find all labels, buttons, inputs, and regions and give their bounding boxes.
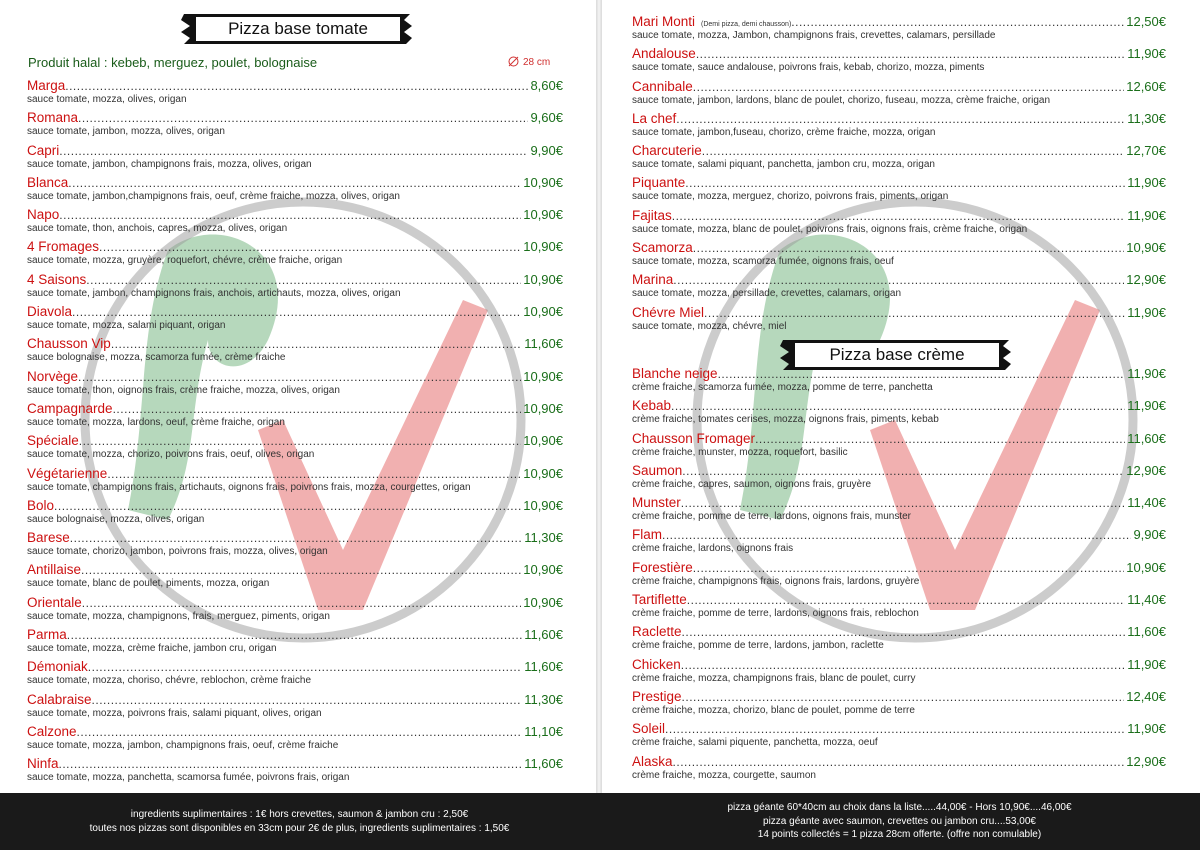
menu-item xyxy=(27,627,563,659)
pizza-price: 12,90€ xyxy=(1126,462,1166,478)
menu-item-line xyxy=(632,240,1166,257)
pizza-name: Végétarienne xyxy=(27,465,108,481)
menu-item xyxy=(27,175,563,207)
pizza-price: 9,90€ xyxy=(1133,527,1166,543)
pizza-price: 11,90€ xyxy=(1127,398,1166,414)
pizza-ingredients: crème fraiche, champignons frais, oignons frais, lardons, gruyère xyxy=(632,575,920,587)
pizza-name: Orientale xyxy=(27,594,82,610)
pizza-price: 8,60€ xyxy=(530,78,563,93)
left-menu-page xyxy=(0,0,596,793)
menu-item-line xyxy=(632,689,1166,706)
pizza-ingredients: sauce tomate, mozza, olives, origan xyxy=(27,94,187,105)
pizza-price: 10,90€ xyxy=(523,368,563,384)
dot-leader xyxy=(78,370,521,384)
size-label xyxy=(508,56,550,68)
pizza-ingredients: sauce tomate, chorizo, jambon, poivrons frais, mozza, olives, origan xyxy=(27,546,328,558)
pizza-ingredients: crème fraiche, tomates cerises, mozza, oignons frais, piments, kebab xyxy=(632,414,939,426)
menu-item-line xyxy=(632,366,1166,383)
pizza-price: 12,90€ xyxy=(1126,272,1166,288)
pizza-name: Parma xyxy=(27,627,67,643)
dot-leader xyxy=(99,240,521,254)
pizza-price: 10,90€ xyxy=(523,594,563,610)
halal-note: Produit halal : kebeb, merguez, poulet, bolognaise xyxy=(28,55,318,70)
pizza-price: 10,90€ xyxy=(523,271,563,287)
pizza-name: Fajitas xyxy=(632,207,672,223)
pizza-ingredients: crème fraiche, salami piquente, panchetta, mozza, oeuf xyxy=(632,737,878,749)
pizza-ingredients: sauce bolognaise, mozza, olives, origan xyxy=(27,513,205,525)
pizza-price: 12,90€ xyxy=(1126,753,1166,769)
menu-item xyxy=(27,304,563,336)
pizza-price: 12,40€ xyxy=(1126,688,1166,704)
pizza-name: Tartiflette xyxy=(632,592,687,608)
dot-leader xyxy=(682,690,1125,704)
tomato-section-banner xyxy=(178,12,418,46)
menu-item xyxy=(27,562,563,594)
pizza-ingredients: crème fraiche, mozza, champignons frais, blanc de poulet, curry xyxy=(632,672,916,684)
dot-leader xyxy=(702,144,1124,158)
dot-leader xyxy=(92,693,523,707)
pizza-ingredients: crème fraiche, mozza, courgette, saumon xyxy=(632,769,816,781)
dot-leader xyxy=(86,273,521,287)
pizza-ingredients: sauce tomate, mozza, crème fraiche, jambon cru, origan xyxy=(27,643,277,655)
footer-offers-line3: 14 points collectés = 1 pizza 28cm offerte. (offre non comulable) xyxy=(757,829,1042,840)
pizza-ingredients: sauce tomate, mozza, blanc de poulet, poivrons frais, oignons frais, crème fraiche, origan xyxy=(632,223,1028,235)
menu-item-line xyxy=(27,78,563,95)
pizza-price: 11,30€ xyxy=(524,530,563,546)
footer-offers xyxy=(599,793,1200,850)
pizza-price: 10,90€ xyxy=(523,174,563,190)
pizza-ingredients: crème fraiche, capres, saumon, oignons frais, gruyère xyxy=(632,478,871,490)
footer-offers-line2: pizza géante avec saumon, crevettes ou jambon cru....53,00€ xyxy=(763,815,1036,827)
menu-item xyxy=(632,14,1166,46)
pizza-ingredients: sauce tomate, mozza, champignons, frais, merguez, piments, origan xyxy=(27,610,330,622)
menu-item-line xyxy=(632,111,1166,128)
dot-leader xyxy=(685,176,1125,190)
menu-item xyxy=(27,239,563,271)
menu-item xyxy=(632,495,1166,527)
pizza-ingredients: sauce bolognaise, mozza, scamorza fumée, crème fraiche xyxy=(27,352,286,364)
pizza-ingredients: sauce tomate, jambon, lardons, blanc de poulet, chorizo, fuseau, mozza, crème fraiche, origan xyxy=(632,94,1051,106)
pizza-price: 9,90€ xyxy=(530,142,563,158)
pizza-ingredients: sauce tomate, mozza, gruyère, roquefort, chévre, crème fraiche, origan xyxy=(27,255,343,267)
dot-leader xyxy=(682,625,1126,639)
menu-item xyxy=(632,143,1166,175)
dot-leader xyxy=(704,306,1125,320)
menu-item xyxy=(632,240,1166,272)
dot-leader xyxy=(77,725,523,739)
dot-leader xyxy=(665,722,1125,736)
pizza-ingredients: sauce tomate, mozza, poivrons frais, salami piquant, olives, origan xyxy=(27,707,322,719)
section-title-tomato: Pizza base tomate xyxy=(228,19,368,38)
menu-item-line xyxy=(632,463,1166,480)
right-menu-page xyxy=(602,0,1200,793)
menu-item xyxy=(27,595,563,627)
pizza-name: Piquante xyxy=(632,175,686,191)
pizza-ingredients: crème fraiche, mozza, chorizo, blanc de poulet, pomme de terre xyxy=(632,704,915,716)
menu-item-line xyxy=(632,79,1166,96)
pizza-name: Mari Monti xyxy=(632,14,696,29)
pizza-name: Spéciale xyxy=(27,433,79,449)
pizza-name: Marina xyxy=(632,272,674,288)
pizza-price: 11,90€ xyxy=(1127,46,1166,62)
dot-leader xyxy=(65,79,528,93)
pizza-ingredients: sauce tomate, mozza, panchetta, scamorsa fumée, poivrons frais, origan xyxy=(27,772,350,784)
menu-item-line xyxy=(632,14,1166,31)
dot-leader xyxy=(59,208,521,222)
pizza-price: 10,90€ xyxy=(1126,559,1166,575)
menu-item-line xyxy=(27,336,563,353)
pizza-ingredients: crème fraiche, munster, mozza, roquefort, basilic xyxy=(632,446,848,458)
pizza-price: 11,30€ xyxy=(524,691,563,707)
menu-item xyxy=(632,272,1166,304)
pizza-ingredients: sauce tomate, thon, oignons frais, crème fraiche, mozza, olives, origan xyxy=(27,384,340,396)
menu-item-line xyxy=(632,624,1166,641)
section-title-cream: Pizza base crème xyxy=(829,345,965,364)
dot-leader xyxy=(70,531,522,545)
menu-item xyxy=(27,401,563,433)
dot-leader xyxy=(673,755,1125,769)
menu-item-line xyxy=(27,369,563,386)
pizza-ingredients: sauce tomate, blanc de poulet, piments, mozza, origan xyxy=(27,578,270,590)
menu-item xyxy=(632,657,1166,689)
menu-item xyxy=(632,624,1166,656)
menu-item-line xyxy=(632,398,1166,415)
dot-leader xyxy=(687,593,1125,607)
menu-item-line xyxy=(632,754,1166,771)
pizza-name: Alaska xyxy=(632,753,673,769)
dot-leader xyxy=(88,660,522,674)
pizza-name: Norvège xyxy=(27,368,79,384)
menu-item-line xyxy=(27,401,563,418)
pizza-ingredients: sauce tomate, jambon, mozza, olives, origan xyxy=(27,126,225,138)
pizza-price: 11,60€ xyxy=(524,659,563,675)
pizza-ingredients: sauce tomate, thon, anchois, capres, mozza, olives, origan xyxy=(27,223,288,235)
pizza-note: (Demi pizza, demi chausson) xyxy=(701,21,792,28)
menu-item xyxy=(632,527,1166,559)
pizza-ingredients: crème fraiche, pomme de terre, lardons, jambon, raclette xyxy=(632,640,884,652)
size-text: 28 cm xyxy=(523,57,551,68)
menu-item xyxy=(632,366,1166,398)
menu-item-line xyxy=(27,627,563,644)
dot-leader xyxy=(79,434,521,448)
footer-offers-line1: pizza géante 60*40cm au choix dans la liste.....44,00€ - Hors 10,90€....46,00€ xyxy=(727,802,1072,813)
menu-item xyxy=(27,756,563,788)
pizza-name: Chicken xyxy=(632,656,681,672)
pizza-price: 10,90€ xyxy=(523,304,563,320)
dot-leader xyxy=(111,337,522,351)
pizza-ingredients: crème fraiche, scamorza fumée, mozza, pomme de terre, panchetta xyxy=(632,382,933,393)
dot-leader xyxy=(693,80,1124,94)
menu-item-line xyxy=(27,756,563,773)
pizza-price: 10,90€ xyxy=(523,400,563,416)
dot-leader xyxy=(72,305,521,319)
dot-leader xyxy=(78,111,528,125)
pizza-name: Kebab xyxy=(632,398,672,414)
pizza-name: Blanca xyxy=(27,174,69,190)
tomato-pizza-list xyxy=(27,78,563,789)
menu-item xyxy=(632,111,1166,143)
menu-item xyxy=(632,689,1166,721)
menu-item xyxy=(632,592,1166,624)
pizza-price: 11,90€ xyxy=(1127,721,1166,737)
dot-leader xyxy=(82,596,521,610)
pizza-name: Munster xyxy=(632,495,681,511)
pizza-price: 10,90€ xyxy=(523,465,563,481)
menu-item xyxy=(27,78,563,110)
pizza-name: Campagnarde xyxy=(27,400,113,416)
menu-item-line xyxy=(27,692,563,709)
menu-item xyxy=(632,175,1166,207)
dot-leader xyxy=(681,496,1125,510)
pizza-name: Charcuterie xyxy=(632,143,702,159)
pizza-name: Napo xyxy=(27,207,60,223)
dot-leader xyxy=(107,467,521,481)
pizza-price: 11,90€ xyxy=(1127,207,1166,223)
menu-item-line xyxy=(27,175,563,192)
pizza-price: 11,30€ xyxy=(1127,110,1166,126)
menu-item-line xyxy=(27,110,563,127)
pizza-price: 11,90€ xyxy=(1127,366,1166,381)
pizza-ingredients: sauce tomate, jambon, champignons frais, anchois, artichauts, mozza, olives, origan xyxy=(27,287,401,299)
pizza-ingredients: sauce tomate, champignons frais, artichauts, oignons frais, poivrons frais, mozza, courgettes, origan xyxy=(27,481,471,493)
pizza-name: Forestière xyxy=(632,559,693,575)
pizza-price: 11,90€ xyxy=(1127,656,1166,672)
dot-leader xyxy=(662,528,1131,542)
dot-leader xyxy=(676,112,1125,126)
pizza-price: 10,90€ xyxy=(523,433,563,449)
pizza-name: Flam xyxy=(632,527,662,543)
dot-leader xyxy=(673,273,1124,287)
pizza-name: Antillaise xyxy=(27,562,82,578)
menu-item xyxy=(632,431,1166,463)
pizza-name: Calabraise xyxy=(27,691,92,707)
footer-extras xyxy=(0,793,599,850)
pizza-ingredients: sauce tomate, jambon,fuseau, chorizo, crème fraiche, mozza, origan xyxy=(632,126,936,138)
menu-item xyxy=(632,560,1166,592)
pizza-name: Scamorza xyxy=(632,240,693,256)
pizza-price: 10,90€ xyxy=(523,562,563,578)
dot-leader xyxy=(81,563,521,577)
menu-item xyxy=(632,208,1166,240)
menu-item xyxy=(27,498,563,530)
dot-leader xyxy=(755,432,1125,446)
pizza-price: 11,10€ xyxy=(524,723,563,739)
menu-item xyxy=(27,530,563,562)
pizza-name: Soleil xyxy=(632,721,666,737)
menu-item-line xyxy=(27,530,563,547)
pizza-name: Andalouse xyxy=(632,46,696,62)
menu-item xyxy=(632,463,1166,495)
footer-extras-line1: ingredients suplimentaires : 1€ hors crevettes, saumon & jambon cru : 2,50€ xyxy=(130,809,469,820)
pizza-ingredients: sauce tomate, mozza, lardons, oeuf, crème fraiche, origan xyxy=(27,416,285,428)
menu-item-line xyxy=(632,495,1166,512)
menu-item xyxy=(27,143,563,175)
pizza-ingredients: sauce tomate, sauce andalouse, poivrons frais, kebab, chorizo, mozza, piments xyxy=(632,62,985,74)
pizza-ingredients: sauce tomate, jambon, champignons frais, mozza, olives, origan xyxy=(27,158,312,170)
dot-leader xyxy=(693,561,1124,575)
pizza-price: 12,50€ xyxy=(1126,14,1166,29)
pizza-name: Calzone xyxy=(27,723,77,739)
pizza-name: Cannibale xyxy=(632,78,693,94)
menu-item-line xyxy=(632,527,1166,544)
menu-item xyxy=(27,692,563,724)
menu-item-line xyxy=(27,724,563,741)
menu-item xyxy=(632,398,1166,430)
menu-item-line xyxy=(27,143,563,160)
pizza-name: Démoniak xyxy=(27,659,88,675)
pizza-ingredients: crème fraiche, pomme de terre, lardons, oignons frais, reblochon xyxy=(632,608,919,620)
pizza-ingredients: sauce tomate, mozza, choriso, chévre, reblochon, crème fraiche xyxy=(27,675,312,687)
dot-leader xyxy=(718,367,1126,381)
menu-item xyxy=(27,369,563,401)
pizza-price: 9,60€ xyxy=(530,110,563,126)
pizza-ingredients: sauce tomate, mozza, salami piquant, origan xyxy=(27,320,226,332)
pizza-ingredients: sauce tomate, mozza, Jambon, champignons frais, crevettes, calamars, persillade xyxy=(632,30,996,41)
menu-item-line xyxy=(632,657,1166,674)
pizza-name: Chausson Vip xyxy=(27,336,111,352)
pizza-ingredients: crème fraiche, pomme de terre, lardons, oignons frais, munster xyxy=(632,511,912,523)
menu-item-line xyxy=(27,466,563,483)
pizza-price: 10,90€ xyxy=(523,207,563,223)
pizza-name: Prestige xyxy=(632,688,682,704)
menu-item-line xyxy=(632,272,1166,289)
pizza-price: 11,40€ xyxy=(1127,495,1166,511)
pizza-name: Raclette xyxy=(632,624,682,640)
dot-leader xyxy=(59,757,523,771)
pizza-price: 11,90€ xyxy=(1127,304,1166,320)
menu-item-line xyxy=(632,305,1166,322)
menu-item-line xyxy=(632,592,1166,609)
pizza-price: 12,70€ xyxy=(1126,143,1166,159)
dot-leader xyxy=(671,399,1125,413)
pizza-name: La chef xyxy=(632,110,677,126)
menu-item-line xyxy=(632,431,1166,448)
menu-item xyxy=(27,659,563,691)
pizza-name: Chévre Miel xyxy=(632,304,705,320)
menu-item-line xyxy=(27,595,563,612)
pizza-name: Romana xyxy=(27,110,79,126)
menu-item xyxy=(27,433,563,465)
pizza-price: 10,90€ xyxy=(1126,240,1166,256)
pizza-price: 10,90€ xyxy=(523,497,563,513)
pizza-price: 11,40€ xyxy=(1127,592,1166,608)
menu-item xyxy=(27,724,563,756)
pizza-price: 10,90€ xyxy=(523,239,563,255)
menu-item-line xyxy=(632,46,1166,63)
pizza-ingredients: crème fraiche, lardons, oignons frais xyxy=(632,543,794,555)
menu-item-line xyxy=(27,272,563,289)
menu-item-line xyxy=(27,207,563,224)
pizza-name: Chausson Fromager xyxy=(632,430,756,446)
pizza-ingredients: sauce tomate, mozza, merguez, chorizo, poivrons frais, piments, origan xyxy=(632,191,949,203)
menu-item xyxy=(27,466,563,498)
menu-item-line xyxy=(632,143,1166,160)
pizza-name: Diavola xyxy=(27,304,73,320)
pizza-name: Blanche neige xyxy=(632,366,718,381)
menu-item xyxy=(27,110,563,142)
menu-item-line xyxy=(27,304,563,321)
dot-leader xyxy=(59,144,528,158)
menu-item-line xyxy=(632,208,1166,225)
pizza-price: 11,60€ xyxy=(524,336,563,352)
menu-item xyxy=(27,336,563,368)
menu-item-line xyxy=(27,433,563,450)
menu-item xyxy=(632,721,1166,753)
menu-item xyxy=(632,305,1166,337)
menu-item-line xyxy=(27,498,563,515)
pizza-ingredients: sauce tomate, mozza, jambon, champignons frais, oeuf, crème fraiche xyxy=(27,739,339,751)
pizza-price: 11,60€ xyxy=(1127,430,1166,446)
dot-leader xyxy=(791,15,1124,29)
pizza-price: 11,60€ xyxy=(1127,624,1166,640)
menu-item xyxy=(632,79,1166,111)
menu-item-line xyxy=(27,659,563,676)
pizza-price: 11,60€ xyxy=(524,627,563,643)
pizza-price: 11,60€ xyxy=(524,756,563,772)
pizza-ingredients: sauce tomate, jambon,champignons frais, oeuf, crème fraiche, mozza, olives, origan xyxy=(27,190,400,202)
footer-extras-line2: toutes nos pizzas sont disponibles en 33cm pour 2€ de plus, ingredients suplimentaires : 1,50€ xyxy=(89,822,510,834)
menu-item-line xyxy=(27,562,563,579)
menu-item-line xyxy=(632,560,1166,577)
pizza-name: Bolo xyxy=(27,497,55,513)
pizza-ingredients: sauce tomate, salami piquant, panchetta, jambon cru, mozza, origan xyxy=(632,159,935,171)
pizza-name: Ninfa xyxy=(27,756,59,772)
menu-item xyxy=(27,272,563,304)
pizza-price: 12,60€ xyxy=(1126,78,1166,94)
pizza-name: Capri xyxy=(27,142,60,158)
pizza-name: 4 Fromages xyxy=(27,239,100,255)
tomato-pizza-list-continued xyxy=(632,14,1166,337)
menu-item-line xyxy=(632,721,1166,738)
pizza-name: Saumon xyxy=(632,462,683,478)
dot-leader xyxy=(672,209,1125,223)
dot-leader xyxy=(681,658,1125,672)
pizza-name: Marga xyxy=(27,78,66,93)
pizza-price: 11,90€ xyxy=(1127,175,1166,191)
menu-item-line xyxy=(27,239,563,256)
menu-item xyxy=(27,207,563,239)
menu-item-line xyxy=(632,175,1166,192)
pizza-ingredients: sauce tomate, mozza, chévre, miel xyxy=(632,320,787,332)
dot-leader xyxy=(67,628,522,642)
pizza-ingredients: sauce tomate, mozza, scamorza fumée, oignons frais, oeuf xyxy=(632,256,894,268)
dot-leader xyxy=(68,176,521,190)
dot-leader xyxy=(682,464,1124,478)
menu-item xyxy=(632,754,1166,786)
pizza-ingredients: sauce tomate, mozza, chorizo, poivrons frais, oeuf, olives, origan xyxy=(27,449,315,461)
pizza-ingredients: sauce tomate, mozza, persillade, crevettes, calamars, origan xyxy=(632,288,902,300)
dot-leader xyxy=(696,47,1125,61)
menu-item xyxy=(632,46,1166,78)
dot-leader xyxy=(54,499,521,513)
pizza-name: 4 Saisons xyxy=(27,271,87,287)
diameter-icon xyxy=(508,56,519,67)
pizza-name: Barese xyxy=(27,530,70,546)
dot-leader xyxy=(693,241,1124,255)
dot-leader xyxy=(113,402,522,416)
cream-pizza-list xyxy=(632,366,1166,786)
